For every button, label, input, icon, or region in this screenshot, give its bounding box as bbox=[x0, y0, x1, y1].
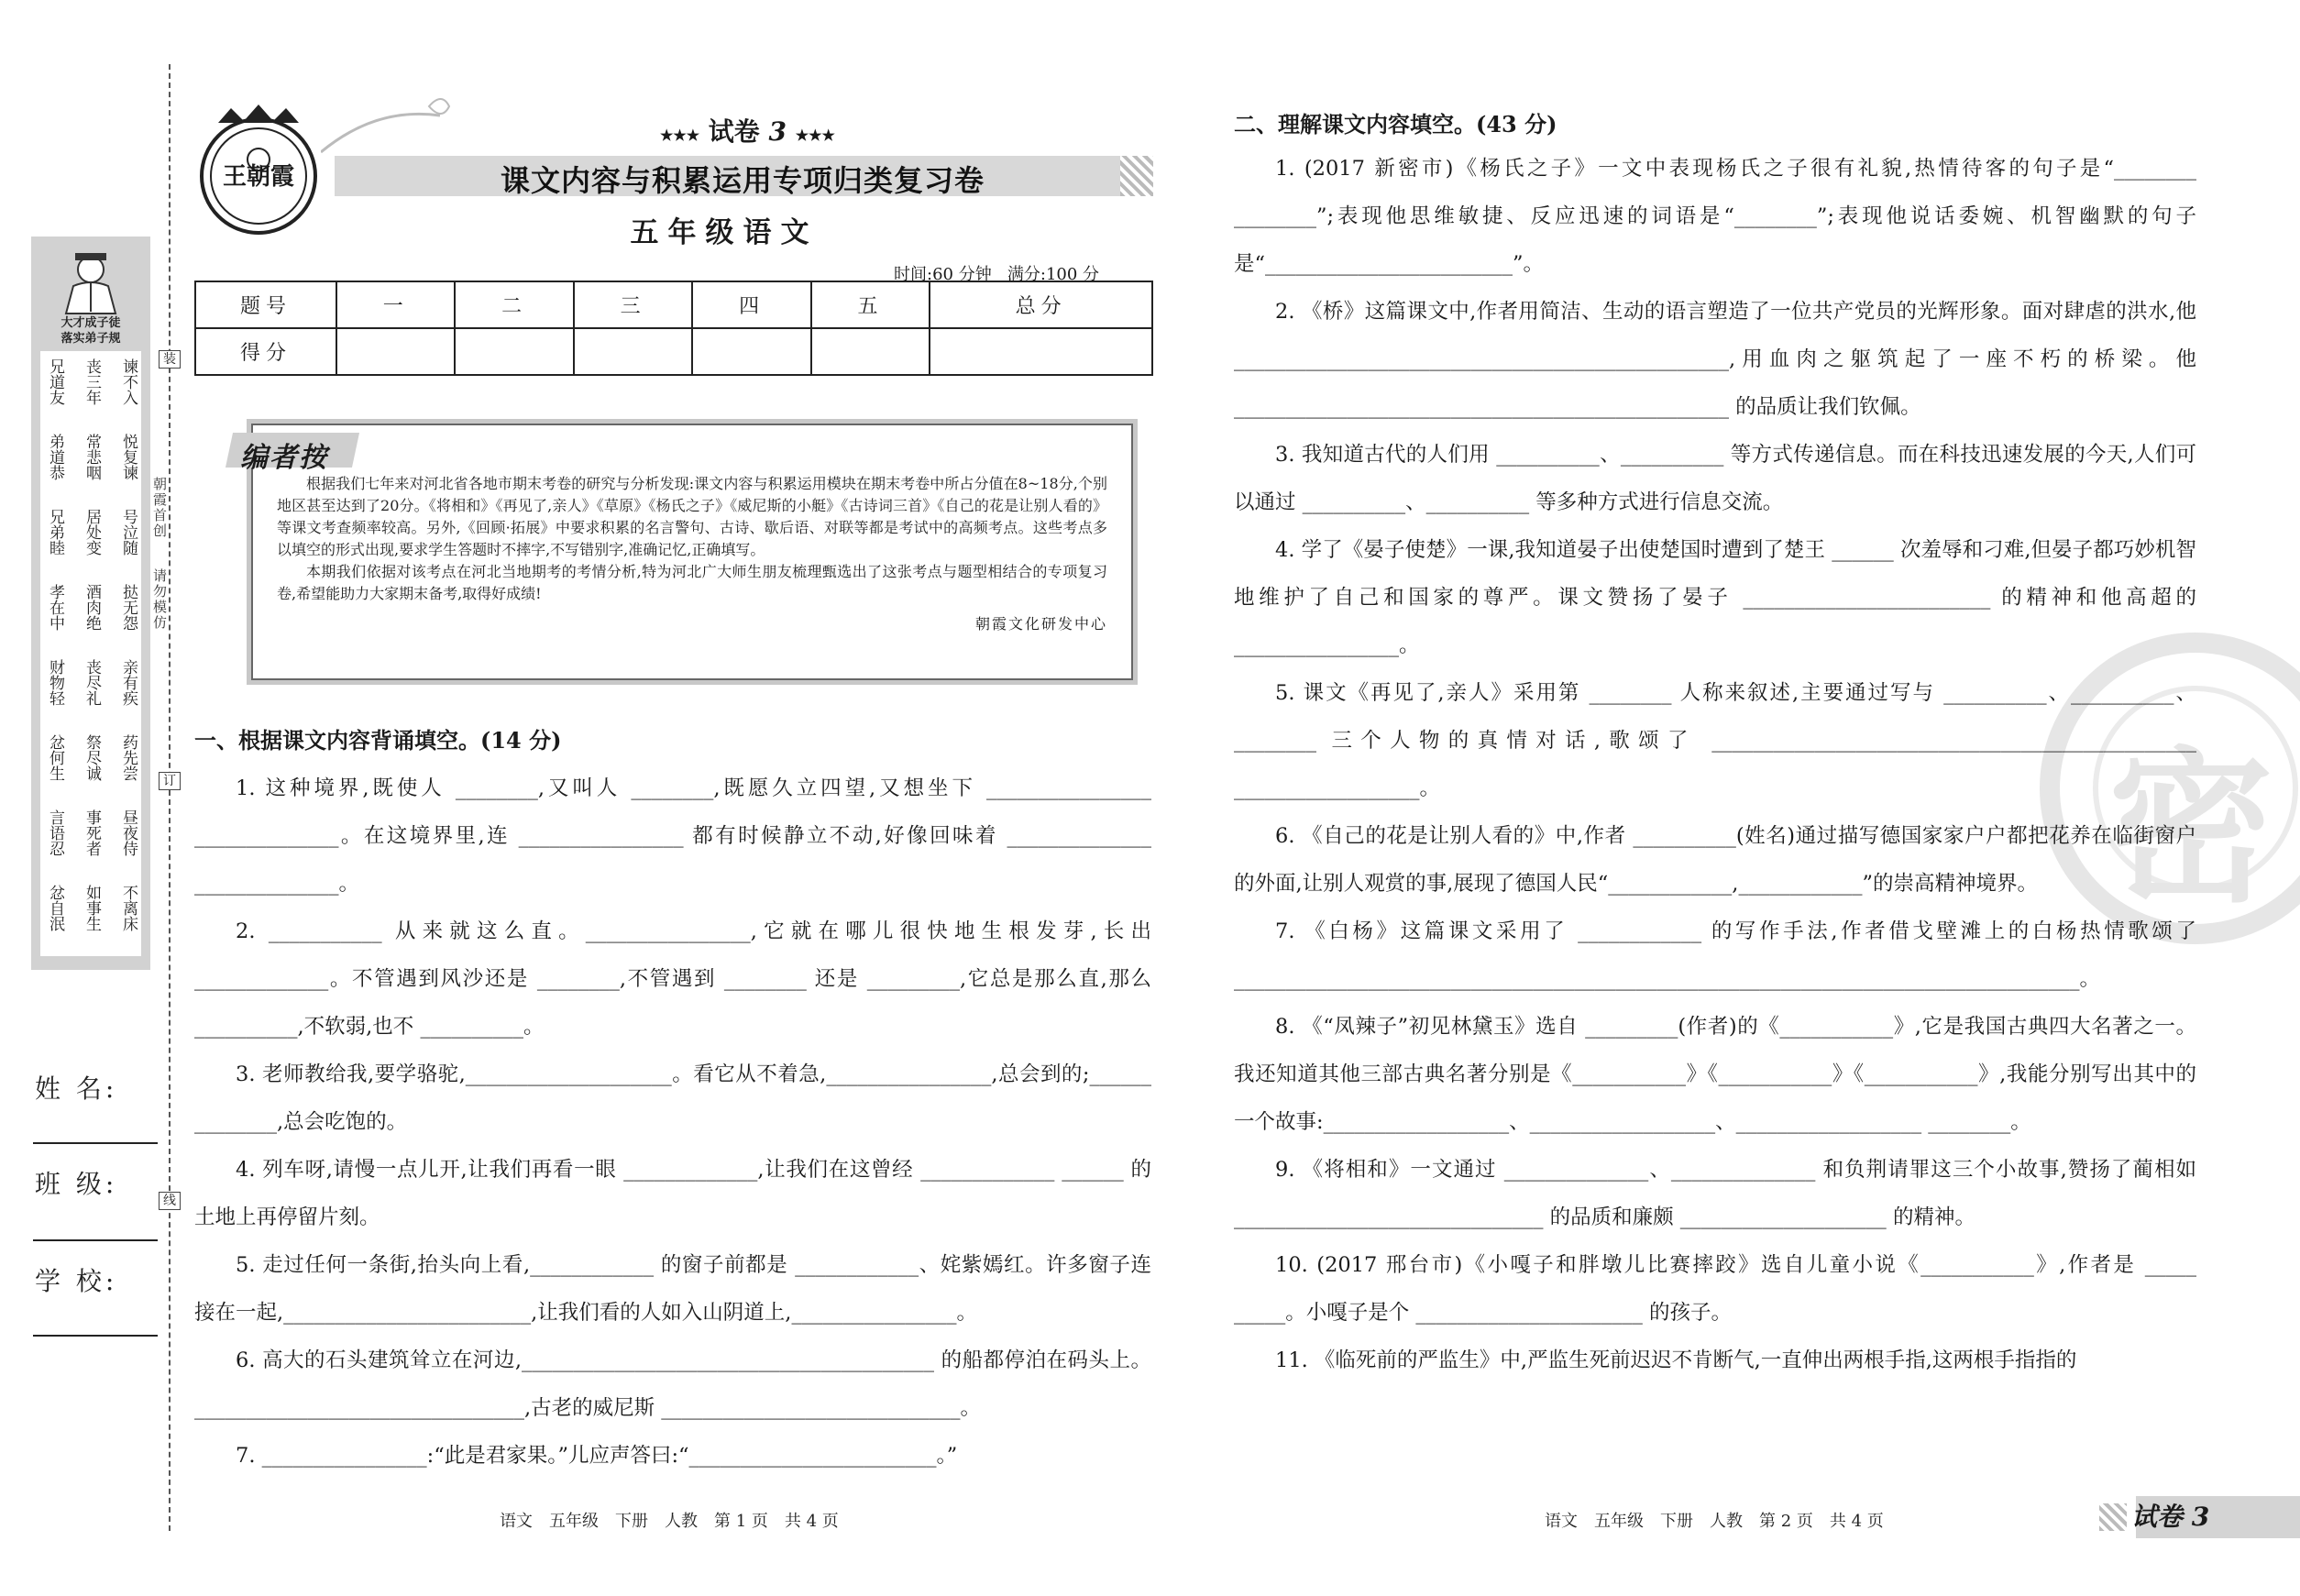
copyright-note-1: 朝霞首创 bbox=[151, 477, 168, 539]
score-table bbox=[194, 281, 1153, 376]
watermark-char: 密 bbox=[2108, 732, 2274, 925]
motto-row bbox=[46, 809, 138, 874]
motto-line: 丧三年 bbox=[83, 358, 101, 405]
copyright-note-2: 请勿模仿 bbox=[151, 568, 168, 631]
name-label: 姓 名: bbox=[35, 1073, 118, 1104]
score-cell[interactable] bbox=[574, 328, 692, 375]
motto-row bbox=[46, 358, 138, 423]
motto-row bbox=[46, 734, 138, 798]
question-item: 9. 《将相和》一文通过 ______________、______________ 和负荆请罪这三个小故事,赞扬了蔺相如 ______________________________ 的品质和廉颇 ____________________ 的精神。 bbox=[1234, 1158, 2196, 1229]
score-cell[interactable] bbox=[930, 328, 1152, 375]
score-table-col: 三 bbox=[574, 281, 692, 328]
score-table-score-row bbox=[195, 328, 1152, 375]
editor-note-title: 编者按 bbox=[240, 442, 328, 474]
motto-columns bbox=[40, 351, 141, 956]
time-info: 时间:60 分钟 满分:100 分 bbox=[894, 265, 1100, 284]
question-item: 1. 这种境界,既使人 ________,又叫人 ________,既愿久立四望,又想坐下 ________________ ______________。在这境界里,连 ________________ 都有时候静立不动,好像回味着 ______________ ______________。 bbox=[194, 776, 1151, 896]
motto-line: 丧尽礼 bbox=[83, 659, 101, 706]
name-field[interactable] bbox=[33, 1142, 158, 1144]
section-1-title: 一、根据课文内容背诵填空。(14 分) bbox=[194, 727, 562, 754]
question-item: 10. (2017 邢台市)《小嘎子和胖墩儿比赛摔跤》选自儿童小说《___________》,作者是 _____ _____。小嘎子是个 ______________________ 的孩子。 bbox=[1234, 1253, 2196, 1325]
motto-line: 兄弟睦 bbox=[46, 509, 64, 556]
binding-dashed-line bbox=[169, 64, 171, 1531]
class-label: 班 级: bbox=[35, 1169, 118, 1199]
motto-line: 号泣随 bbox=[119, 509, 138, 556]
star-icon: ★★★ bbox=[795, 127, 835, 144]
motto-line: 药先尝 bbox=[119, 734, 138, 781]
motto-row bbox=[46, 434, 138, 498]
score-cell[interactable] bbox=[692, 328, 810, 375]
motto-row bbox=[46, 584, 138, 648]
corner-label: 试卷 3 bbox=[2131, 1502, 2210, 1532]
question-item: 6. 《自己的花是让别人看的》中,作者 __________(姓名)通过描写德国家家户户都把花养在临街窗户的外面,让别人观赏的事,展现了德国人民“____________,____________”的崇高精神境界。 bbox=[1234, 824, 2196, 896]
score-table-header-row bbox=[195, 281, 1152, 328]
page-footer-left: 语文 五年级 下册 人教 第 1 页 共 4 页 bbox=[500, 1512, 839, 1531]
score-table-col: 总分 bbox=[930, 281, 1152, 328]
motto-line: 如事生 bbox=[83, 885, 101, 931]
editor-note-box bbox=[251, 424, 1133, 680]
score-cell[interactable] bbox=[336, 328, 455, 375]
paper-number: ★★★ 试卷 3 ★★★ bbox=[660, 116, 835, 147]
question-item: 2. ___________ 从来就这么直。________________,它就在哪儿很快地生根发芽,长出 _____________。不管遇到风沙还是 ________,不管遇到 ________ 还是 _________,它总是那么直,那么 __________,不软弱,也不 __________。 bbox=[194, 919, 1151, 1039]
motto-line: 酒肉绝 bbox=[83, 584, 101, 631]
banner-pattern bbox=[1120, 156, 1153, 196]
corner-pattern bbox=[2099, 1503, 2127, 1531]
motto-line: 忿何生 bbox=[46, 734, 64, 781]
logo-name: 王朝霞 bbox=[222, 163, 294, 191]
question-list-1 bbox=[194, 765, 1151, 1480]
motto-line: 孝在中 bbox=[46, 584, 64, 631]
question-item: 5. 课文《再见了,亲人》采用第 ________ 人称来叙述,主要通过写与 __________、__________、 ________ 三个人物的真情对话,歌颂了 _______________________________________________ __________________。 bbox=[1234, 681, 2196, 800]
binding-mark-3: 线 bbox=[159, 1192, 181, 1210]
page-title: 课文内容与积累运用专项归类复习卷 bbox=[500, 163, 985, 198]
class-field[interactable] bbox=[33, 1239, 158, 1241]
motto-row bbox=[46, 509, 138, 573]
motto-line: 挞无怨 bbox=[119, 584, 138, 631]
question-item: 4. 列车呀,请慢一点儿开,让我们再看一眼 _____________,让我们在这曾经 _____________ ______ 的土地上再停留片刻。 bbox=[194, 1158, 1151, 1229]
motto-line: 昼夜侍 bbox=[119, 809, 138, 856]
score-cell[interactable] bbox=[811, 328, 930, 375]
question-item: 4. 学了《晏子使楚》一课,我知道晏子出使楚国时遭到了楚王 ______ 次羞辱和刁难,但晏子都巧妙机智地维护了自己和国家的尊严。课文赞扬了晏子 ________________________ 的精神和他高超的 ________________。 bbox=[1234, 538, 2196, 657]
score-table-col: 四 bbox=[692, 281, 810, 328]
page-footer-right: 语文 五年级 下册 人教 第 2 页 共 4 页 bbox=[1545, 1512, 1884, 1531]
score-cell[interactable] bbox=[455, 328, 573, 375]
question-list-2 bbox=[1234, 145, 2196, 1384]
question-item: 8. 《“凤辣子”初见林黛玉》选自 _________(作者)的《___________》,它是我国古典四大名著之一。我还知道其他三部古典名著分别是《___________》《___________》《___________》,我能分别写出其中的一个故事:__________________、__________________、__________________ ________。 bbox=[1234, 1015, 2196, 1134]
motto-line: 财物轻 bbox=[46, 659, 64, 706]
motto-title-1: 大才成子徒 bbox=[61, 316, 121, 330]
score-table-header-label: 题号 bbox=[195, 281, 336, 328]
question-item: 5. 走过任何一条街,抬头向上看,____________ 的窗子前都是 ____________、姹紫嫣红。许多窗子连接在一起,________________________,让我们看的人如入山阴道上,________________。 bbox=[194, 1253, 1151, 1325]
score-table-col: 一 bbox=[336, 281, 455, 328]
editor-note-body bbox=[277, 473, 1107, 633]
editor-note-signature: 朝霞文化研发中心 bbox=[974, 615, 1107, 633]
motto-line: 亲有疾 bbox=[119, 659, 138, 706]
motto-heading bbox=[31, 315, 150, 347]
section-2-title: 二、理解课文内容填空。(43 分) bbox=[1234, 111, 1557, 138]
question-item: 7. 《白杨》这篇课文采用了 ____________ 的写作手法,作者借戈壁滩上的白杨热情歌颂了 __________________________________________________________________________________。 bbox=[1234, 919, 2196, 991]
star-icon: ★★★ bbox=[660, 127, 700, 144]
editor-note-paragraph: 本期我们依据对该考点在河北当地期考的考情分析,特为河北广大师生朋友梳理甄选出了这张考点与题型相结合的专项复习卷,希望能助力大家期末备考,取得好成绩! bbox=[277, 563, 1107, 602]
motto-line: 谏不入 bbox=[119, 358, 138, 405]
editor-note-paragraph: 根据我们七年来对河北省各地市期末考卷的研究与分析发现:课文内容与积累运用模块在期末考卷中所占分值在8~18分,个别地区甚至达到了20分。《将相和》《再见了,亲人》《草原》《杨氏之子》《威尼斯的小艇》《古诗词三首》《自己的花是让别人看的》等课文考查频率较高。另外,《回顾·拓展》中要求积累的名言警句、古诗、歇后语、对联等都是考试中的高频考点。这些考点多以填空的形式出现,要求学生答题时不摔字,不写错别字,准确记忆,正确填写。 bbox=[277, 475, 1107, 558]
motto-line: 言语忍 bbox=[46, 809, 64, 856]
motto-panel bbox=[31, 237, 150, 970]
binding-mark-1: 装 bbox=[159, 350, 181, 369]
question-item: 3. 我知道古代的人们用 __________、__________ 等方式传递信息。而在科技迅速发展的今天,人们可以通过 __________、__________ 等多种方式进行信息交流。 bbox=[1234, 443, 2196, 514]
question-item: 1. (2017 新密市)《杨氏之子》一文中表现杨氏之子很有礼貌,热情待客的句子是“________ ________”;表现他思维敏捷、反应迅速的词语是“________”;表现他说话委婉、机智幽默的句子是“________________________”。 bbox=[1234, 157, 2196, 276]
question-item: 3. 老师教给我,要学骆驼,____________________。看它从不着急,________________,总会到的;______ ________,总会吃饱的。 bbox=[194, 1062, 1151, 1134]
school-field[interactable] bbox=[33, 1335, 158, 1337]
motto-title-2: 落实弟子规 bbox=[61, 332, 121, 346]
motto-line: 居处变 bbox=[83, 509, 101, 556]
motto-line: 兄道友 bbox=[46, 358, 64, 405]
score-table-col: 二 bbox=[455, 281, 573, 328]
binding-mark-2: 订 bbox=[159, 772, 181, 790]
motto-line: 不离床 bbox=[119, 885, 138, 931]
question-item: 7. ________________:“此是君家果。”儿应声答曰:“________________________。” bbox=[236, 1444, 958, 1468]
question-item: 11. 《临死前的严监生》中,严监生死前迟迟不肯断气,一直伸出两根手指,这两根手指指的 bbox=[1275, 1348, 2077, 1372]
motto-line: 悦复谏 bbox=[119, 434, 138, 480]
question-item: 2. 《桥》这篇课文中,作者用简洁、生动的语言塑造了一位共产党员的光辉形象。面对肆虐的洪水,他 ________________________________________________,用血肉之躯筑起了一座不朽的桥梁。他 ________________________________________________ 的品质让我们钦佩。 bbox=[1234, 300, 2196, 419]
score-table-col: 五 bbox=[811, 281, 930, 328]
motto-line: 弟道恭 bbox=[46, 434, 64, 480]
motto-line: 祭尽诚 bbox=[83, 734, 101, 781]
scholar-figure-icon bbox=[57, 246, 125, 315]
grade-subject: 五年级语文 bbox=[630, 216, 819, 249]
motto-line: 常悲咽 bbox=[83, 434, 101, 480]
question-item: 6. 高大的石头建筑耸立在河边,________________________________________ 的船都停泊在码头上。________________________________,古老的威尼斯 _____________________________。 bbox=[194, 1348, 1151, 1420]
score-table-row-label: 得分 bbox=[195, 328, 336, 375]
motto-line: 事死者 bbox=[83, 809, 101, 856]
motto-line: 忿自泯 bbox=[46, 885, 64, 931]
motto-row bbox=[46, 885, 138, 949]
motto-row bbox=[46, 659, 138, 723]
school-label: 学 校: bbox=[35, 1266, 118, 1296]
